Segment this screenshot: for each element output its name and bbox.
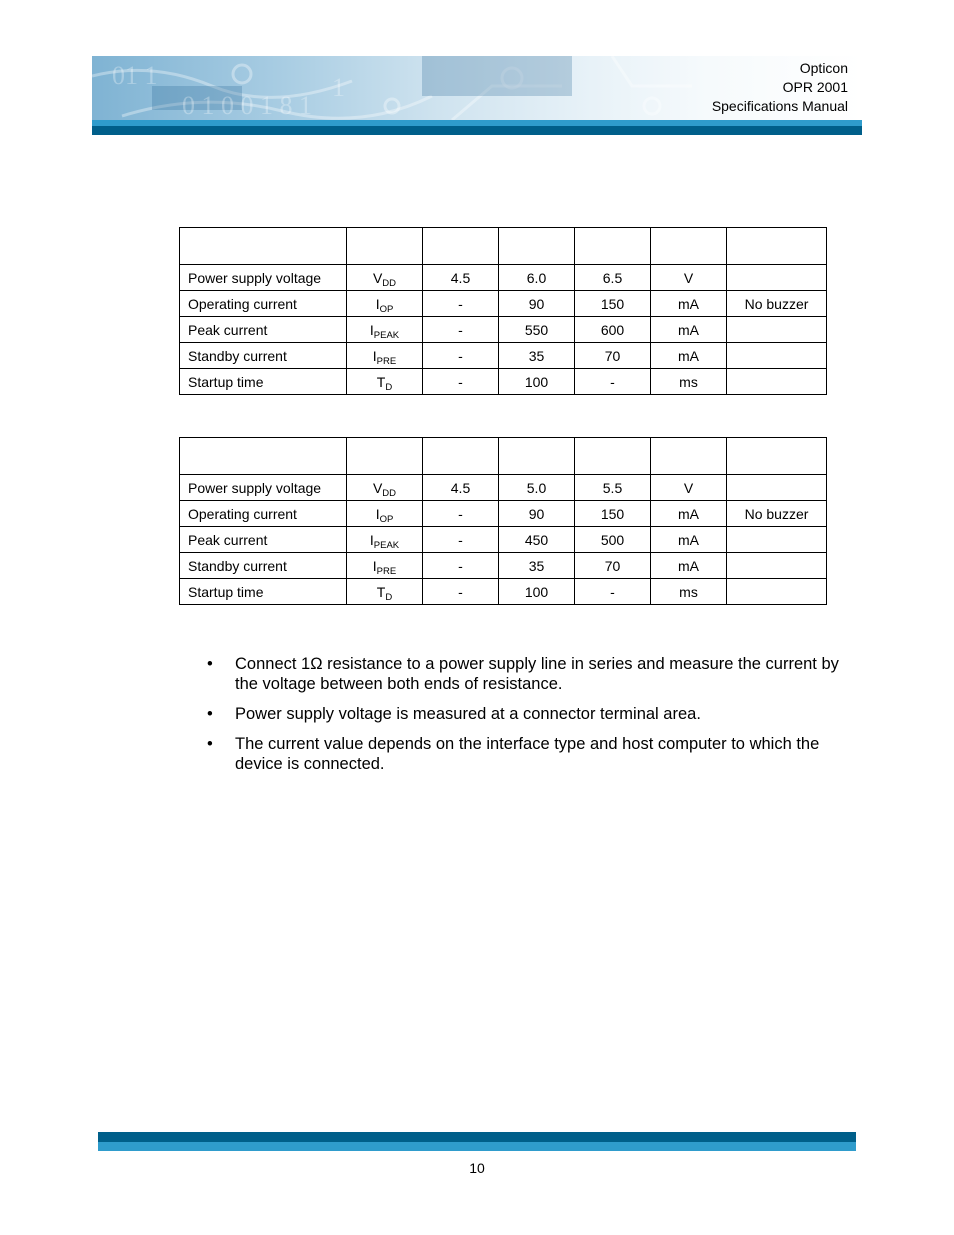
note-cell bbox=[727, 553, 827, 579]
table-row bbox=[180, 553, 827, 579]
symbol-cell bbox=[347, 475, 423, 501]
svg-text:01 1: 01 1 bbox=[112, 61, 158, 90]
table-row bbox=[180, 265, 827, 291]
unit-cell: V bbox=[651, 475, 727, 501]
max-cell: 6.5 bbox=[575, 265, 651, 291]
typ-cell: 450 bbox=[499, 527, 575, 553]
max-cell: 500 bbox=[575, 527, 651, 553]
item-cell: Peak current bbox=[180, 317, 347, 343]
typ-cell: 35 bbox=[499, 343, 575, 369]
symbol-cell bbox=[347, 527, 423, 553]
table-row bbox=[180, 501, 827, 527]
symbol-cell bbox=[347, 579, 423, 605]
header-cell bbox=[347, 228, 423, 265]
symbol-subscript: PEAK bbox=[373, 539, 400, 551]
min-cell: - bbox=[423, 501, 499, 527]
symbol-subscript: DD bbox=[382, 277, 397, 289]
unit-cell: ms bbox=[651, 579, 727, 605]
min-cell: - bbox=[423, 579, 499, 605]
header-cell bbox=[499, 228, 575, 265]
symbol-letter: T bbox=[376, 373, 386, 390]
note-cell bbox=[727, 317, 827, 343]
header-cell bbox=[727, 438, 827, 475]
min-cell: - bbox=[423, 527, 499, 553]
max-cell: - bbox=[575, 579, 651, 605]
unit-cell: mA bbox=[651, 553, 727, 579]
table-row bbox=[180, 343, 827, 369]
min-cell: - bbox=[423, 343, 499, 369]
max-cell: 150 bbox=[575, 291, 651, 317]
note-text: Power supply voltage is measured at a connector terminal area. bbox=[235, 705, 701, 723]
typ-cell: 550 bbox=[499, 317, 575, 343]
symbol-subscript: DD bbox=[382, 487, 397, 499]
unit-cell: ms bbox=[651, 369, 727, 395]
symbol-letter: T bbox=[376, 583, 386, 600]
table-row bbox=[180, 475, 827, 501]
table-header-row bbox=[180, 228, 827, 265]
symbol-cell bbox=[347, 369, 423, 395]
symbol-cell bbox=[347, 291, 423, 317]
header-banner bbox=[92, 56, 862, 120]
symbol-cell bbox=[347, 501, 423, 527]
typ-cell: 90 bbox=[499, 291, 575, 317]
min-cell: - bbox=[423, 291, 499, 317]
typ-cell: 100 bbox=[499, 369, 575, 395]
note-text: Connect 1Ω resistance to a power supply line in series and measure the current by the voltage between both ends of resistance. bbox=[235, 655, 839, 693]
page-number: 10 bbox=[469, 1160, 485, 1176]
unit-cell: mA bbox=[651, 501, 727, 527]
symbol-letter: V bbox=[372, 269, 383, 286]
header-cell bbox=[575, 438, 651, 475]
electrical-spec-table-2 bbox=[179, 437, 827, 605]
min-cell: 4.5 bbox=[423, 265, 499, 291]
header-cell bbox=[423, 438, 499, 475]
typ-cell: 35 bbox=[499, 553, 575, 579]
spec-table-body-1 bbox=[180, 228, 827, 395]
header-text bbox=[712, 59, 848, 116]
symbol-subscript: D bbox=[385, 591, 393, 603]
max-cell: 5.5 bbox=[575, 475, 651, 501]
header-divider-dark bbox=[92, 126, 862, 135]
unit-cell: mA bbox=[651, 527, 727, 553]
note-cell: No buzzer bbox=[727, 291, 827, 317]
min-cell: - bbox=[423, 553, 499, 579]
item-cell: Standby current bbox=[180, 343, 347, 369]
symbol-subscript: OP bbox=[379, 513, 394, 525]
electrical-spec-table-1 bbox=[179, 227, 827, 395]
header-cell bbox=[575, 228, 651, 265]
note-text: The current value depends on the interface type and host computer to which the device is connected. bbox=[235, 735, 820, 773]
symbol-letter: V bbox=[372, 479, 383, 496]
symbol-subscript: PRE bbox=[376, 565, 397, 577]
symbol-cell bbox=[347, 265, 423, 291]
note-item bbox=[207, 734, 857, 774]
header-cell bbox=[651, 438, 727, 475]
typ-cell: 90 bbox=[499, 501, 575, 527]
bullet-icon: • bbox=[207, 705, 213, 723]
header-cell bbox=[423, 228, 499, 265]
note-cell bbox=[727, 343, 827, 369]
max-cell: 600 bbox=[575, 317, 651, 343]
table-row bbox=[180, 317, 827, 343]
product-model: OPR 2001 bbox=[782, 79, 848, 95]
document-title: Specifications Manual bbox=[711, 98, 848, 114]
note-cell: No buzzer bbox=[727, 501, 827, 527]
max-cell: 70 bbox=[575, 343, 651, 369]
item-cell: Operating current bbox=[180, 501, 347, 527]
symbol-subscript: PRE bbox=[376, 355, 397, 367]
note-item bbox=[207, 654, 857, 694]
item-cell: Startup time bbox=[180, 579, 347, 605]
svg-text:0 1 0 0 1 8 1: 0 1 0 0 1 8 1 bbox=[182, 91, 312, 120]
footer-divider-light bbox=[98, 1142, 856, 1151]
company-name: Opticon bbox=[799, 60, 848, 76]
symbol-letter: I bbox=[372, 557, 377, 574]
bullet-icon: • bbox=[207, 735, 213, 753]
note-cell bbox=[727, 527, 827, 553]
note-cell bbox=[727, 475, 827, 501]
note-item bbox=[207, 704, 857, 724]
header-cell bbox=[180, 228, 347, 265]
table-header-row bbox=[180, 438, 827, 475]
min-cell: - bbox=[423, 369, 499, 395]
unit-cell: mA bbox=[651, 317, 727, 343]
header-cell bbox=[499, 438, 575, 475]
note-cell bbox=[727, 369, 827, 395]
header-cell bbox=[651, 228, 727, 265]
symbol-letter: I bbox=[369, 531, 374, 548]
max-cell: 70 bbox=[575, 553, 651, 579]
item-cell: Power supply voltage bbox=[180, 265, 347, 291]
symbol-letter: I bbox=[372, 347, 377, 364]
item-cell: Peak current bbox=[180, 527, 347, 553]
typ-cell: 6.0 bbox=[499, 265, 575, 291]
header-cell bbox=[727, 228, 827, 265]
note-cell bbox=[727, 579, 827, 605]
item-cell: Power supply voltage bbox=[180, 475, 347, 501]
typ-cell: 100 bbox=[499, 579, 575, 605]
unit-cell: V bbox=[651, 265, 727, 291]
min-cell: - bbox=[423, 317, 499, 343]
spec-table-body-2 bbox=[180, 438, 827, 605]
footer-divider-dark bbox=[98, 1132, 856, 1142]
item-cell: Standby current bbox=[180, 553, 347, 579]
bullet-icon: • bbox=[207, 655, 213, 673]
item-cell: Startup time bbox=[180, 369, 347, 395]
header-cell bbox=[347, 438, 423, 475]
symbol-letter: I bbox=[369, 321, 374, 338]
symbol-subscript: OP bbox=[379, 303, 394, 315]
header-cell bbox=[180, 438, 347, 475]
table-row bbox=[180, 527, 827, 553]
symbol-cell bbox=[347, 553, 423, 579]
measurement-notes-list bbox=[207, 654, 857, 784]
symbol-letter: I bbox=[375, 505, 380, 522]
symbol-subscript: D bbox=[385, 381, 393, 393]
symbol-subscript: PEAK bbox=[373, 329, 400, 341]
min-cell: 4.5 bbox=[423, 475, 499, 501]
svg-text:1: 1 bbox=[332, 73, 345, 102]
symbol-cell bbox=[347, 317, 423, 343]
max-cell: 150 bbox=[575, 501, 651, 527]
table-row bbox=[180, 369, 827, 395]
symbol-cell bbox=[347, 343, 423, 369]
item-cell: Operating current bbox=[180, 291, 347, 317]
table-row bbox=[180, 291, 827, 317]
unit-cell: mA bbox=[651, 343, 727, 369]
typ-cell: 5.0 bbox=[499, 475, 575, 501]
symbol-letter: I bbox=[375, 295, 380, 312]
max-cell: - bbox=[575, 369, 651, 395]
table-row bbox=[180, 579, 827, 605]
unit-cell: mA bbox=[651, 291, 727, 317]
note-cell bbox=[727, 265, 827, 291]
